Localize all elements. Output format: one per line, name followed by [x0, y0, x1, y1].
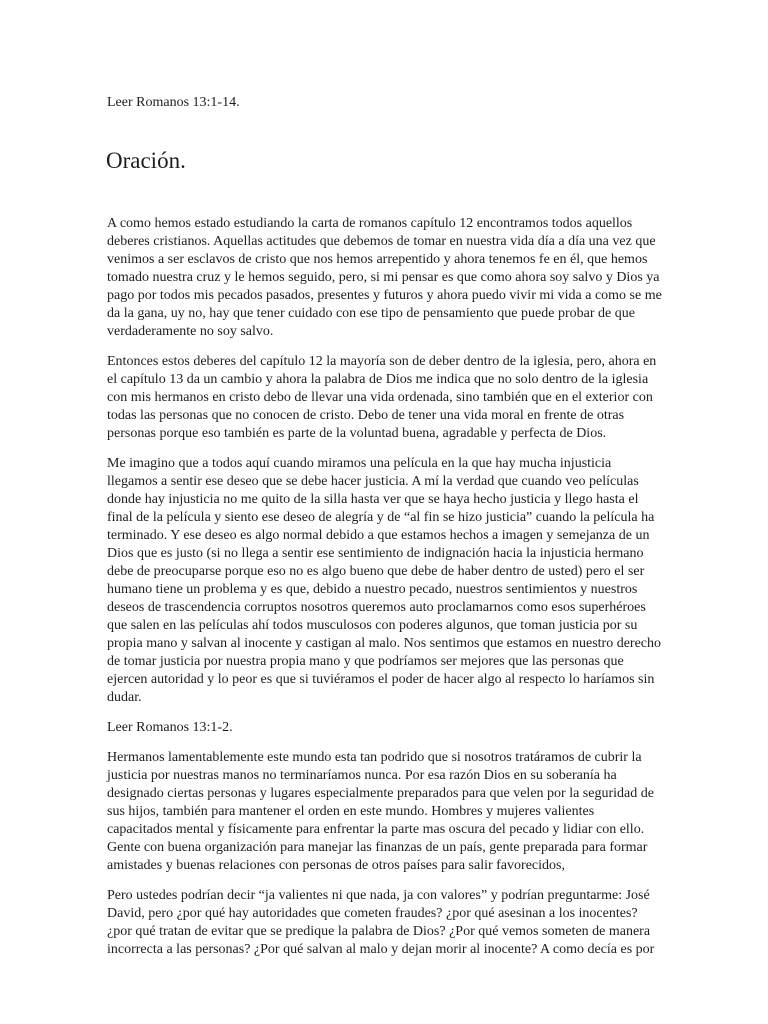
- section-heading: Oración.: [106, 148, 186, 173]
- document-body: [107, 215, 662, 971]
- paragraph: Entonces estos deberes del capítulo 12 la mayoría son de deber dentro de la iglesia, pero, ahora en el capítulo 13 da un cambio y ahora la palabra de Dios me indica que no solo dentro de la iglesia con mis hermanos en cristo debo de llevar una vida ordenada, sino también que en el exterior con todas las personas que no conocen de cristo. Debo de tener una vida moral en frente de otras personas porque eso también es parte de la voluntad buena, agradable y perfecta de Dios.: [107, 354, 657, 441]
- reading-reference: Leer Romanos 13:1-14.: [107, 95, 240, 110]
- paragraph: A como hemos estado estudiando la carta de romanos capítulo 12 encontramos todos aquellos deberes cristianos. Aquellas actitudes que debemos de tomar en nuestra vida día a día una vez que venimos a ser esclavos de cristo que nos hemos arrepentido y ahora tenemos fe en él, que hemos tomado nuestra cruz y le hemos seguido, pero, si mi pensar es que como ahora soy salvo y Dios ya pago por todos mis pecados pasados, presentes y futuros y ahora puedo vivir mi vida a como se me da la gana, uy no, hay que tener cuidado con ese tipo de pensamiento que puede probar de que verdaderamente no soy salvo.: [107, 216, 662, 339]
- paragraph: Me imagino que a todos aquí cuando miramos una película en la que hay mucha injusticia llegamos a sentir ese deseo que se debe hacer justicia. A mí la verdad que cuando veo películas donde hay injusticia no me quito de la silla hasta ver que se haya hecho justicia y llego hasta el final de la película y siento ese deseo de alegría y de “al fin se hizo justicia” cuando la película ha terminado. Y ese deseo es algo normal debido a que estamos hechos a imagen y semejanza de un Dios que es justo (si no llega a sentir ese sentimiento de indignación hacia la injusticia hermano debe de preocuparse porque eso no es algo bueno que debe de haber dentro de usted) pero el ser humano tiene un problema y es que, debido a nuestro pecado, nuestros sentimientos y nuestros deseos de trascendencia corruptos nosotros queremos auto proclamarnos como esos superhéroes que salen en las películas ahí todos musculosos con poderes algunos, que toman justicia por su propia mano y salvan al inocente y castigan al malo. Nos sentimos que estamos en nuestro derecho de tomar justicia por nuestra propia mano y que podríamos ser mejores que las personas que ejercen autoridad y lo peor es que si tuviéramos el poder de hacer algo al respecto lo haríamos sin dudar.: [107, 456, 662, 705]
- scripture-reference: Leer Romanos 13:1-2.: [107, 720, 233, 735]
- paragraph: Hermanos lamentablemente este mundo esta tan podrido que si nosotros tratáramos de cubrir la justicia por nuestras manos no terminaríamos nunca. Por esa razón Dios en su soberanía ha designado ciertas personas y lugares especialmente preparados para que velen por la seguridad de sus hijos, también para mantener el orden en este mundo. Hombres y mujeres valientes capacitados mental y físicamente para enfrentar la parte mas oscura del pecado y lidiar con ello. Gente con buena organización para manejar las finanzas de un país, gente preparada para formar amistades y buenas relaciones con personas de otros países para salir favorecidos,: [107, 750, 654, 873]
- paragraph: Pero ustedes podrían decir “ja valientes ni que nada, ja con valores” y podrían preguntarme: José David, pero ¿por qué hay autoridades que cometen fraudes? ¿por qué asesinan a los inocentes? ¿por qué tratan de evitar que se predique la palabra de Dios? ¿Por qué vemos someten de manera incorrecta a las personas? ¿Por qué salvan al malo y dejan morir al inocente? A como decía es por: [107, 888, 655, 957]
